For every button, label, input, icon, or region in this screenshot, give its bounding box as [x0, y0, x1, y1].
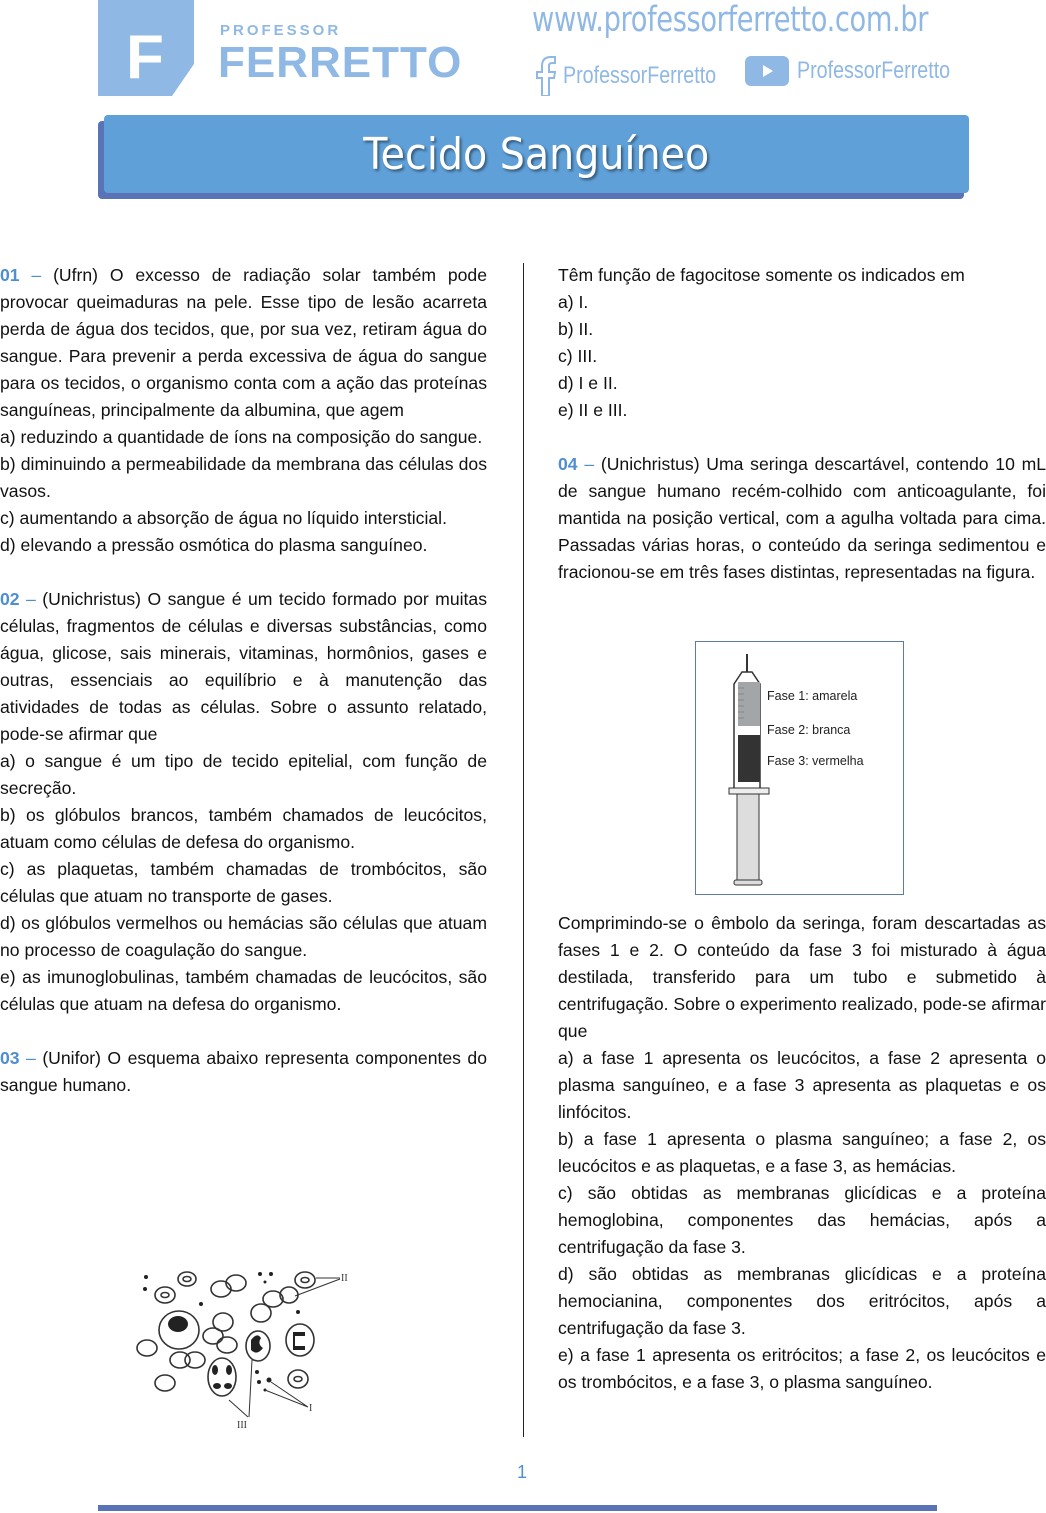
option: c) III. — [558, 346, 598, 366]
question-dash: – — [31, 265, 42, 285]
option: c) são obtidas as membranas glicídicas e a proteína hemoglobina, componentes das hemácias, após a centrifugação da fase 3. — [558, 1183, 1046, 1257]
question-number: 04 — [558, 454, 578, 474]
syringe-icon — [696, 642, 905, 896]
option: b) diminuindo a permeabilidade da membrana das células dos vasos. — [0, 454, 487, 501]
option: a) o sangue é um tipo de tecido epitelial, com função de secreção. — [0, 751, 487, 798]
option: d) são obtidas as membranas glicídicas e a proteína hemocianina, componentes dos eritrócitos, após a centrifugação da fase 3. — [558, 1264, 1046, 1338]
option: a) reduzindo a quantidade de íons na composição do sangue. — [0, 427, 483, 447]
option: e) II e III. — [558, 400, 628, 420]
question-text: (Ufrn) O excesso de radiação solar também pode provocar queimaduras na pele. Esse tipo de lesão acarreta perda de água dos tecidos, que, por sua vez, retiram água do sangue. Para prevenir a perda excessiva de água do sangue para os tecidos, o organismo conta com a ação das proteínas sanguíneas, principalmente da albumina, que agem — [0, 265, 487, 420]
footer-bar — [98, 1505, 937, 1511]
youtube-link[interactable] — [745, 56, 984, 86]
svg-text:F: F — [126, 23, 164, 92]
question-text: (Unifor) O esquema abaixo representa componentes do sangue humano. — [0, 1048, 487, 1095]
question-number: 02 — [0, 589, 20, 609]
logo-mark — [98, 0, 194, 96]
option: d) elevando a pressão osmótica do plasma sanguíneo. — [0, 535, 428, 555]
option: c) as plaquetas, também chamadas de trombócitos, são células que atuam no transporte de gases. — [0, 859, 487, 906]
logo-text-professor: PROFESSOR — [220, 22, 342, 39]
figure-label-ii: II — [341, 1273, 348, 1284]
question-number: 03 — [0, 1048, 20, 1068]
option: b) os glóbulos brancos, também chamados de leucócitos, atuam como células de defesa do organismo. — [0, 805, 487, 852]
title-banner — [104, 115, 969, 193]
facebook-icon — [533, 56, 557, 96]
question-text: (Unichristus) Uma seringa descartável, contendo 10 mL de sangue humano recém-colhido com anticoagulante, foi mantida na posição vertical, com a agulha voltada para cima. Passadas várias horas, o conteúdo da seringa sedimentou e fracionou-se em três fases distintas, representadas na figura. — [558, 454, 1046, 582]
page-title: Tecido Sanguíneo — [363, 128, 710, 180]
option: e) a fase 1 apresenta os eritrócitos; a fase 2, os leucócitos e os trombócitos, e a fase 3, o plasma sanguíneo. — [558, 1345, 1046, 1392]
question-3-stem — [0, 1045, 487, 1099]
option: d) os glóbulos vermelhos ou hemácias são células que atuam no processo de coagulação do sangue. — [0, 913, 487, 960]
question-4-continuation: Comprimindo-se o êmbolo da seringa, foram descartadas as fases 1 e 2. O conteúdo da fase 3 foi misturado à água destilada, transferido para um tubo e submetido à centrifugação. Sobre o experimento realizado, pode-se afirmar que — [558, 913, 1046, 1041]
blood-cells-figure — [125, 1262, 370, 1434]
phase-2-label: Fase 2: branca — [767, 723, 851, 737]
syringe-figure — [695, 641, 904, 895]
option: a) a fase 1 apresenta os leucócitos, a fase 2 apresenta o plasma sanguíneo, e a fase 3 apresenta as plaquetas e os linfócitos. — [558, 1048, 1046, 1122]
question-3-prompt: Têm função de fagocitose somente os indicados em — [558, 265, 965, 285]
question-2-stem — [0, 586, 487, 748]
figure-label-iii: III — [237, 1420, 247, 1431]
option: d) I e II. — [558, 373, 618, 393]
website-link[interactable]: www.professorferretto.com.br — [532, 0, 929, 40]
question-text: (Unichristus) O sangue é um tecido formado por muitas células, fragmentos de células e diversas substâncias, como água, glicose, sais minerais, vitaminas, hormônios, gases e outras, essenciais ao equilíbrio e à manutenção das atividades de todas as células. Sobre o assunto relatado, pode-se afirmar que — [0, 589, 487, 744]
youtube-handle: ProfessorFerretto — [797, 57, 951, 84]
question-dash: – — [584, 454, 595, 474]
question-dash: – — [26, 589, 36, 609]
option: c) aumentando a absorção de água no líquido intersticial. — [0, 508, 447, 528]
logo-text-ferretto: FERRETTO — [218, 38, 463, 87]
option: b) a fase 1 apresenta o plasma sanguíneo; a fase 2, os leucócitos e as plaquetas, e a fase 3, as hemácias. — [558, 1129, 1046, 1176]
figure-label-i: I — [309, 1403, 313, 1414]
facebook-handle: ProfessorFerretto — [563, 62, 717, 89]
question-number: 01 — [0, 265, 20, 285]
question-1-stem — [0, 262, 487, 424]
phase-3-label: Fase 3: vermelha — [767, 754, 864, 768]
youtube-icon — [745, 56, 789, 86]
left-column — [0, 262, 487, 1099]
column-divider — [523, 263, 524, 1437]
option: a) I. — [558, 292, 589, 312]
page-number: 1 — [517, 1462, 528, 1482]
phase-1-label: Fase 1: amarela — [767, 689, 858, 703]
option: b) II. — [558, 319, 594, 339]
question-4-stem — [558, 451, 1046, 586]
question-dash: – — [26, 1048, 36, 1068]
option: e) as imunoglobulinas, também chamadas de leucócitos, são células que atuam na defesa do organismo. — [0, 967, 487, 1014]
facebook-link[interactable] — [533, 56, 750, 96]
